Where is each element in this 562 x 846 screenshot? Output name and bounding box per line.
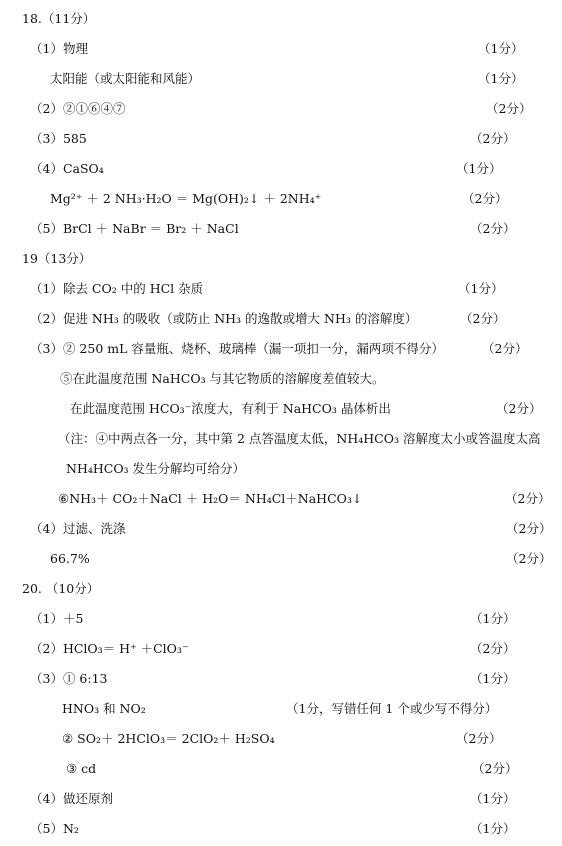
answer-text: 66.7% xyxy=(50,551,90,566)
answer-line xyxy=(0,38,562,60)
answer-line xyxy=(0,668,562,690)
answer-line xyxy=(0,788,562,810)
answer-line xyxy=(0,518,562,540)
score-label: （2分） xyxy=(462,191,508,206)
answer-line xyxy=(0,128,562,150)
answer-line xyxy=(0,218,562,240)
answer-text: （4）过滤、洗涤 xyxy=(30,521,126,536)
answer-line xyxy=(0,398,562,420)
score-label: （1分） xyxy=(470,791,516,806)
answer-text: （1）除去 CO₂ 中的 HCl 杂质 xyxy=(30,281,204,296)
answer-line xyxy=(0,188,562,210)
answer-line xyxy=(0,8,562,30)
answer-text: （5）N₂ xyxy=(30,821,79,836)
answer-line xyxy=(0,638,562,660)
answer-line xyxy=(0,98,562,120)
answer-text: （2）HClO₃＝ H⁺ ＋ClO₃⁻ xyxy=(30,641,189,656)
score-label: （2分） xyxy=(470,131,516,146)
answer-text: （1）＋5 xyxy=(30,611,84,626)
answer-line xyxy=(0,818,562,840)
score-label: （2分） xyxy=(470,221,516,236)
answer-text: （2）②①⑥④⑦ xyxy=(30,101,126,116)
score-label: （2分） xyxy=(460,311,506,326)
answer-text: Mg²⁺ ＋ 2 NH₃·H₂O ＝ Mg(OH)₂↓ ＋ 2NH₄⁺ xyxy=(50,191,322,206)
answer-text: ⑤在此温度范围 NaHCO₃ 与其它物质的溶解度差值较大。 xyxy=(60,371,385,386)
answer-text: （3）① 6:13 xyxy=(30,671,108,686)
answer-line xyxy=(0,158,562,180)
answer-text: 19（13分） xyxy=(22,251,92,266)
score-label: （1分） xyxy=(470,821,516,836)
score-label: （1分） xyxy=(456,161,502,176)
answer-line xyxy=(0,608,562,630)
answer-text: （1）物理 xyxy=(30,41,88,56)
answer-line xyxy=(0,758,562,780)
answer-line xyxy=(0,548,562,570)
answer-line xyxy=(0,338,562,360)
score-label: （2分） xyxy=(470,641,516,656)
answer-line xyxy=(0,698,562,720)
answer-line xyxy=(0,248,562,270)
answer-text: HNO₃ 和 NO₂ xyxy=(62,701,146,716)
answer-line xyxy=(0,458,562,480)
answer-text: 20. （10分） xyxy=(22,581,100,596)
answer-line xyxy=(0,488,562,510)
score-label: （1分） xyxy=(478,41,524,56)
answer-text: （2）促进 NH₃ 的吸收（或防止 NH₃ 的逸散或增大 NH₃ 的溶解度） xyxy=(30,311,418,326)
answer-line xyxy=(0,68,562,90)
answer-line xyxy=(0,308,562,330)
score-label: （2分） xyxy=(506,521,552,536)
answer-line xyxy=(0,578,562,600)
answer-text: 18.（11分） xyxy=(22,11,96,26)
score-label: （1分） xyxy=(458,281,504,296)
answer-text: （3）② 250 mL 容量瓶、烧杯、玻璃棒（漏一项扣一分，漏两项不得分） xyxy=(30,341,444,356)
score-label: （2分） xyxy=(486,101,532,116)
score-label: （2分） xyxy=(505,491,551,506)
answer-text: （4）做还原剂 xyxy=(30,791,113,806)
answer-line xyxy=(0,428,562,450)
score-label: （2分） xyxy=(496,401,542,416)
score-label: （2分） xyxy=(506,551,552,566)
score-label: （1分） xyxy=(470,611,516,626)
answer-text: NH₄HCO₃ 发生分解均可给分） xyxy=(66,461,246,476)
answer-line xyxy=(0,368,562,390)
answer-text: （5）BrCl ＋ NaBr ＝ Br₂ ＋ NaCl xyxy=(30,221,239,236)
answer-text: ③ cd xyxy=(66,761,97,776)
answer-text: ② SO₂＋ 2HClO₃＝ 2ClO₂＋ H₂SO₄ xyxy=(62,731,275,746)
score-label: （2分） xyxy=(482,341,528,356)
answer-line xyxy=(0,728,562,750)
answer-text: （3）585 xyxy=(30,131,87,146)
score-label: （2分） xyxy=(456,731,502,746)
answer-text: ⑥NH₃＋ CO₂＋NaCl ＋ H₂O＝ NH₄Cl＋NaHCO₃↓ xyxy=(58,491,363,506)
answer-line xyxy=(0,278,562,300)
answer-text: （4）CaSO₄ xyxy=(30,161,104,176)
score-label: （1分，写错任何 1 个或少写不得分） xyxy=(286,701,498,716)
score-label: （1分） xyxy=(478,71,524,86)
score-label: （1分） xyxy=(470,671,516,686)
answer-text: （注：④中两点各一分，其中第 2 点答温度太低，NH₄HCO₃ 溶解度太小或答温度太高 xyxy=(58,431,541,446)
answer-text: 太阳能（或太阳能和风能） xyxy=(50,71,201,86)
score-label: （2分） xyxy=(472,761,518,776)
answer-text: 在此温度范围 HCO₃⁻浓度大，有利于 NaHCO₃ 晶体析出 xyxy=(70,401,391,416)
